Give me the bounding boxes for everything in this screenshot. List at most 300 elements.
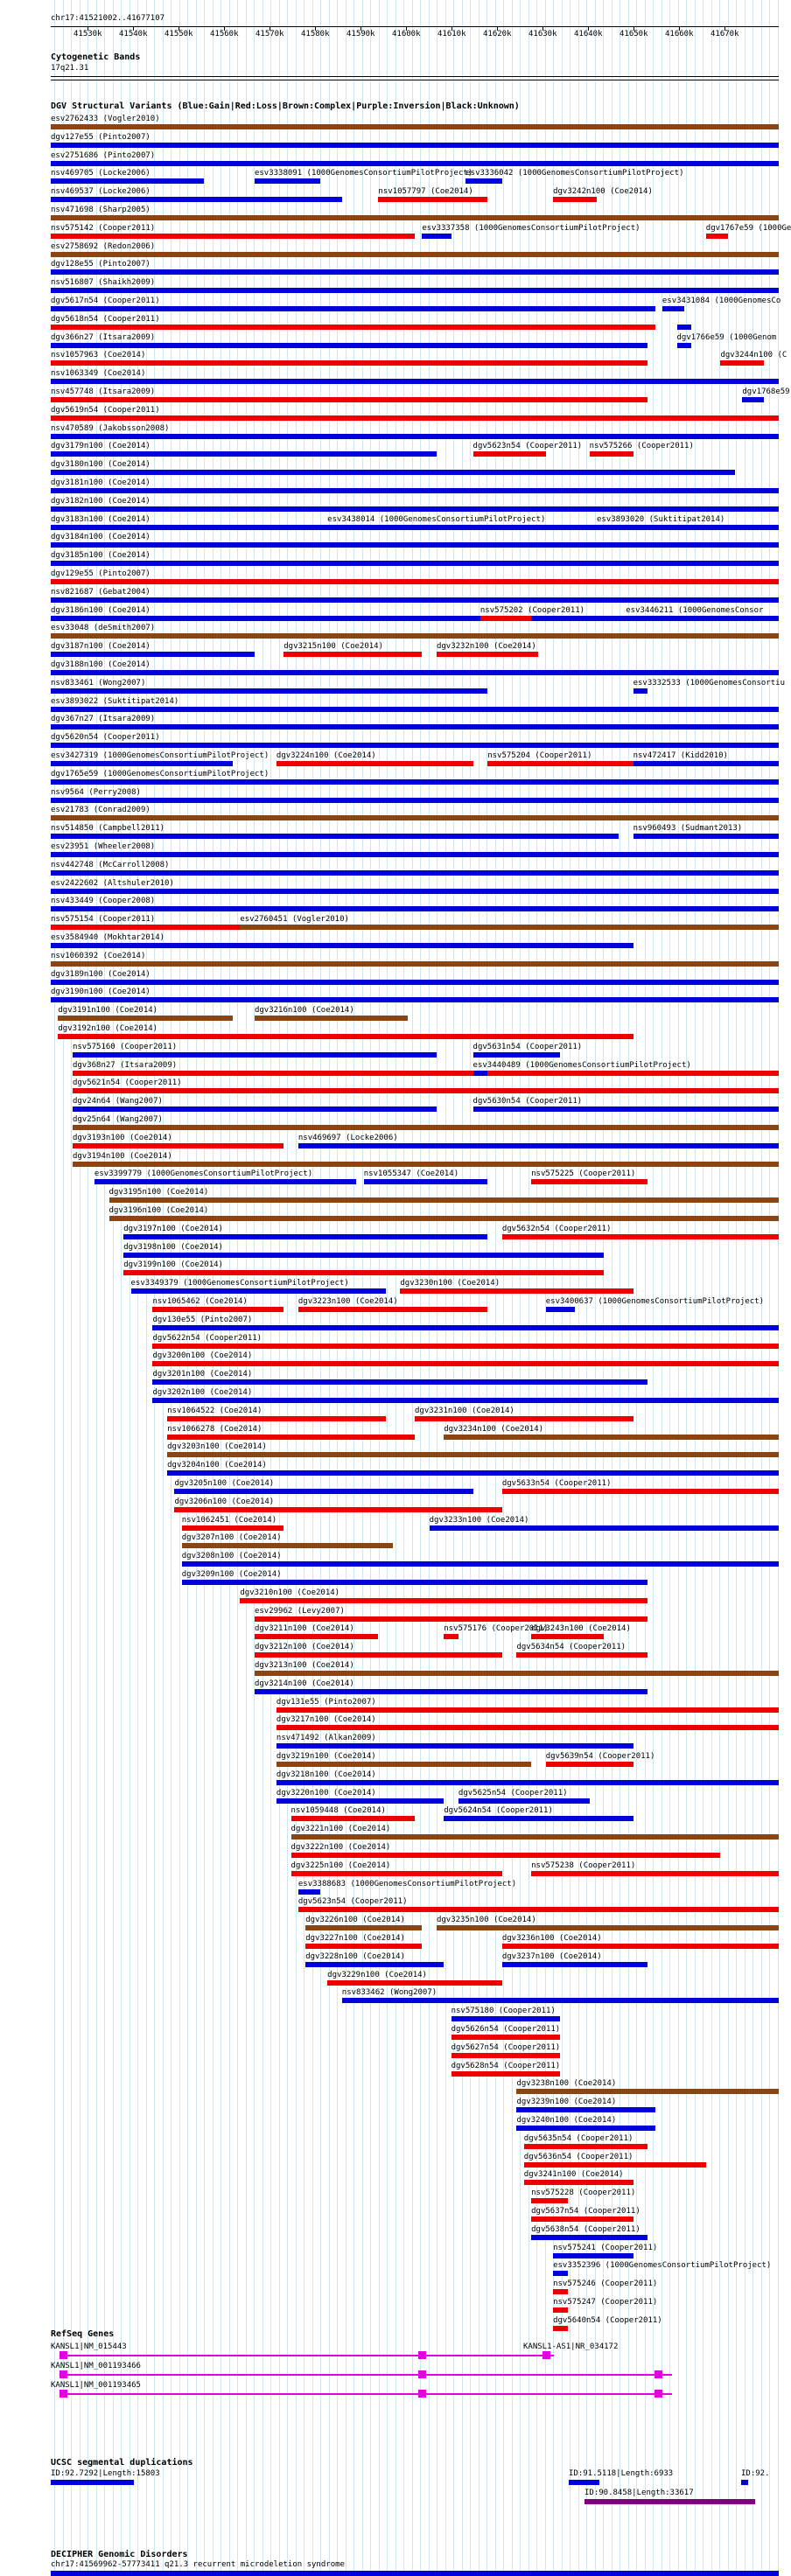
variant-bar-loss[interactable] bbox=[152, 1344, 779, 1349]
variant-bar-loss[interactable] bbox=[452, 2071, 561, 2077]
variant-bar-gain[interactable] bbox=[51, 379, 779, 384]
grid-line bbox=[752, 0, 753, 2576]
variant-bar-gain[interactable] bbox=[51, 616, 779, 621]
variant-bar-gain[interactable] bbox=[305, 1962, 444, 1967]
variant-bar-gain[interactable] bbox=[473, 1106, 779, 1112]
variant-bar-complex[interactable] bbox=[109, 1216, 779, 1221]
grid-line bbox=[636, 0, 637, 2576]
cyto-band-label: 17q21.31 bbox=[51, 64, 89, 73]
variant-label: nsv469705 (Locke2006) bbox=[51, 169, 150, 178]
variant-label: dgv3224n100 (Coe2014) bbox=[276, 751, 376, 760]
variant-label: nsv1059448 (Coe2014) bbox=[290, 1806, 386, 1816]
variant-bar-gain[interactable] bbox=[51, 178, 204, 184]
variant-bar-gain[interactable] bbox=[298, 1889, 320, 1895]
variant-bar-gain[interactable] bbox=[123, 1234, 487, 1239]
gene-exon[interactable] bbox=[60, 2370, 67, 2378]
variant-bar-gain[interactable] bbox=[742, 397, 764, 402]
variant-bar-complex[interactable] bbox=[73, 1162, 779, 1167]
variant-label: dgv3241n100 (Coe2014) bbox=[523, 2170, 624, 2180]
variant-label: esv3440489 (1000GenomesConsortiumPilotProject) bbox=[472, 1060, 691, 1070]
variant-bar-gain[interactable] bbox=[51, 525, 779, 530]
variant-bar-gain[interactable] bbox=[51, 997, 779, 1002]
variant-bar-loss[interactable] bbox=[73, 1088, 779, 1093]
grid-line bbox=[745, 0, 746, 2576]
variant-label: dgv5617n54 (Cooper2011) bbox=[51, 297, 160, 305]
variant-bar-gain[interactable] bbox=[531, 2235, 648, 2240]
variant-label: esv3399779 (1000GenomesConsortiumPilotProject) bbox=[94, 1169, 313, 1179]
gene-line[interactable] bbox=[60, 2393, 672, 2395]
variant-bar-gain[interactable] bbox=[51, 743, 779, 748]
variant-bar-gain[interactable] bbox=[182, 1580, 648, 1585]
variant-bar-gain[interactable] bbox=[152, 1325, 779, 1330]
variant-bar-complex[interactable] bbox=[437, 1925, 779, 1930]
variant-bar-loss[interactable] bbox=[487, 761, 633, 766]
variant-bar-gain[interactable] bbox=[553, 2253, 634, 2258]
variant-bar-gain[interactable] bbox=[131, 1288, 386, 1294]
grid-line bbox=[653, 0, 654, 2576]
variant-bar-complex[interactable] bbox=[240, 925, 779, 930]
variant-label: dgv24n64 (Wang2007) bbox=[72, 1097, 163, 1106]
variant-label: nsv575202 (Cooper2011) bbox=[480, 605, 585, 615]
variant-label: dgv366n27 (Itsara2009) bbox=[51, 332, 156, 342]
variant-bar-gain[interactable] bbox=[473, 1071, 488, 1076]
variant-label: nsv1057963 (Coe2014) bbox=[51, 351, 146, 360]
variant-label: dgv3210n100 (Coe2014) bbox=[240, 1588, 340, 1597]
grid-line bbox=[104, 0, 105, 2576]
variant-bar-gain[interactable] bbox=[51, 451, 437, 457]
variant-label: dgv3216n100 (Coe2014) bbox=[254, 1006, 354, 1016]
variant-label: dgv5633n54 (Cooper2011) bbox=[501, 1479, 612, 1488]
variant-bar-gain[interactable] bbox=[634, 834, 779, 839]
variant-bar-gain[interactable] bbox=[51, 724, 779, 730]
variant-bar-complex[interactable] bbox=[516, 2089, 779, 2094]
variant-bar-complex[interactable] bbox=[167, 1452, 779, 1457]
variant-label: dgv3229n100 (Coe2014) bbox=[327, 1970, 427, 1979]
variant-label: dgv3181n100 (Coe2014) bbox=[51, 478, 150, 487]
variant-bar-gain[interactable] bbox=[276, 1743, 634, 1749]
variant-bar-gain[interactable] bbox=[452, 2016, 561, 2021]
scale-tick-label: 41600k bbox=[392, 30, 421, 38]
decipher-bar[interactable] bbox=[51, 2571, 779, 2576]
variant-label: nsv575154 (Cooper2011) bbox=[51, 915, 156, 925]
variant-label: dgv3234n100 (Coe2014) bbox=[444, 1424, 544, 1434]
ucsc-item-3: ID:92. bbox=[741, 2469, 770, 2478]
gene-exon[interactable] bbox=[654, 2390, 662, 2398]
variant-bar-gain[interactable] bbox=[51, 597, 779, 603]
variant-bar-gain[interactable] bbox=[298, 1143, 779, 1148]
variant-bar-loss[interactable] bbox=[276, 761, 473, 766]
grid-line bbox=[778, 0, 779, 2576]
variant-bar-gain[interactable] bbox=[51, 542, 779, 548]
grid-line bbox=[71, 0, 72, 2576]
variant-bar-loss[interactable] bbox=[415, 1416, 634, 1421]
variant-bar-gain[interactable] bbox=[51, 906, 779, 911]
variant-label: dgv3242n100 (Coe2014) bbox=[553, 187, 653, 197]
variant-bar-gain[interactable] bbox=[174, 1489, 472, 1494]
gene-exon[interactable] bbox=[418, 2370, 426, 2378]
variant-bar-gain[interactable] bbox=[458, 1798, 590, 1804]
variant-label: dgv3199n100 (Coe2014) bbox=[123, 1260, 223, 1270]
grid-line bbox=[54, 0, 55, 2576]
grid-line bbox=[96, 0, 97, 2576]
variant-label: nsv575176 (Cooper2011) bbox=[444, 1624, 549, 1634]
variant-bar-complex[interactable] bbox=[305, 1925, 422, 1930]
variant-bar-gain[interactable] bbox=[422, 234, 451, 239]
variant-label: nsv442748 (McCarroll2008) bbox=[51, 860, 170, 869]
position-text: chr17:41521002..41677107 bbox=[51, 14, 165, 23]
variant-bar-gain[interactable] bbox=[553, 2271, 568, 2276]
variant-label: dgv3244n100 (C bbox=[720, 351, 788, 360]
variant-bar-gain[interactable] bbox=[516, 2107, 654, 2112]
variant-bar-gain[interactable] bbox=[94, 1179, 357, 1184]
variant-label: esv23951 (Wheeler2008) bbox=[51, 842, 156, 851]
variant-bar-complex[interactable] bbox=[276, 1762, 531, 1767]
cyto-band-line bbox=[51, 76, 779, 77]
variant-bar-complex[interactable] bbox=[51, 961, 779, 967]
variant-bar-loss[interactable] bbox=[531, 1871, 779, 1876]
variant-bar-gain[interactable] bbox=[51, 852, 779, 857]
variant-label: dgv3188n100 (Coe2014) bbox=[51, 660, 150, 669]
variant-label: nsv960493 (Sudmant2013) bbox=[633, 824, 743, 834]
variant-bar-complex[interactable] bbox=[51, 124, 779, 129]
variant-label: dgv130e55 (Pinto2007) bbox=[152, 1315, 253, 1324]
variant-label: nsv575246 (Cooper2011) bbox=[553, 2279, 658, 2289]
variant-bar-loss[interactable] bbox=[51, 234, 415, 239]
variant-bar-gain[interactable] bbox=[73, 1052, 437, 1058]
variant-bar-loss[interactable] bbox=[531, 2198, 568, 2203]
variant-bar-loss[interactable] bbox=[123, 1270, 604, 1275]
gene-line[interactable] bbox=[60, 2374, 672, 2376]
variant-label: esv3332533 (1000GenomesConsortiu bbox=[633, 678, 785, 688]
variant-bar-loss[interactable] bbox=[255, 1634, 378, 1639]
variant-label: nsv471698 (Sharp2005) bbox=[51, 206, 150, 214]
variant-bar-loss[interactable] bbox=[255, 1652, 502, 1658]
variant-bar-loss[interactable] bbox=[167, 1435, 415, 1440]
gene-label: KANSL1|NM_001193465 bbox=[51, 2381, 141, 2390]
variant-label: dgv5620n54 (Cooper2011) bbox=[51, 733, 160, 743]
variant-bar-gain[interactable] bbox=[51, 306, 655, 311]
variant-bar-gain[interactable] bbox=[51, 161, 779, 166]
scale-tick-label: 41590k bbox=[346, 30, 375, 38]
variant-bar-loss[interactable] bbox=[58, 1034, 633, 1039]
variant-bar-loss[interactable] bbox=[291, 1853, 721, 1858]
variant-label: dgv5636n54 (Cooper2011) bbox=[523, 2152, 634, 2161]
variant-bar-gain[interactable] bbox=[51, 779, 779, 785]
scale-tick-label: 41620k bbox=[483, 30, 512, 38]
gene-exon[interactable] bbox=[60, 2390, 67, 2398]
variant-bar-loss[interactable] bbox=[706, 234, 728, 239]
variant-label: nsv457748 (Itsara2009) bbox=[51, 387, 156, 396]
variant-bar-loss[interactable] bbox=[452, 2035, 561, 2040]
variant-bar-loss[interactable] bbox=[152, 1361, 779, 1366]
variant-bar-gain[interactable] bbox=[51, 288, 779, 293]
variant-bar-loss[interactable] bbox=[553, 2326, 568, 2331]
variant-bar-complex[interactable] bbox=[58, 1016, 233, 1021]
variant-label: nsv833462 (Wong2007) bbox=[341, 1988, 438, 1998]
variant-bar-gain[interactable] bbox=[276, 1798, 444, 1804]
variant-bar-gain[interactable] bbox=[51, 834, 619, 839]
scale-tick-label: 41530k bbox=[74, 30, 102, 38]
variant-bar-loss[interactable] bbox=[298, 1907, 779, 1912]
variant-bar-gain[interactable] bbox=[51, 688, 487, 694]
variant-bar-complex[interactable] bbox=[182, 1543, 393, 1548]
variant-bar-gain[interactable] bbox=[444, 1816, 633, 1821]
variant-label: nsv575241 (Cooper2011) bbox=[553, 2243, 658, 2252]
variant-bar-gain[interactable] bbox=[167, 1470, 779, 1476]
variant-label: dgv3186n100 (Coe2014) bbox=[51, 605, 150, 615]
variant-label: dgv3206n100 (Coe2014) bbox=[174, 1497, 275, 1506]
variant-label: dgv5631n54 (Cooper2011) bbox=[472, 1042, 583, 1051]
ucsc-bar-1[interactable] bbox=[51, 2480, 134, 2485]
variant-label: nsv1063349 (Coe2014) bbox=[51, 369, 146, 379]
variant-label: nsv514850 (Campbell2011) bbox=[51, 824, 165, 834]
variant-label: dgv5623n54 (Cooper2011) bbox=[472, 442, 583, 451]
variant-bar-gain[interactable] bbox=[51, 761, 233, 766]
variant-bar-loss[interactable] bbox=[327, 1980, 502, 1986]
variant-bar-gain[interactable] bbox=[51, 506, 779, 512]
variant-bar-complex[interactable] bbox=[51, 252, 779, 257]
variant-bar-complex[interactable] bbox=[51, 815, 779, 820]
variant-bar-gain[interactable] bbox=[182, 1561, 779, 1567]
variant-bar-gain[interactable] bbox=[473, 1052, 561, 1058]
variant-label: dgv1765e59 (1000GenomesConsortiumPilotProject) bbox=[51, 769, 270, 778]
variant-bar-loss[interactable] bbox=[444, 1634, 458, 1639]
variant-bar-loss[interactable] bbox=[73, 1071, 779, 1076]
variant-label: dgv3223n100 (Coe2014) bbox=[298, 1297, 398, 1306]
grid-line bbox=[719, 0, 720, 2576]
variant-bar-loss[interactable] bbox=[51, 579, 779, 584]
variant-label: dgv5618n54 (Cooper2011) bbox=[51, 314, 160, 324]
ucsc-item-2: ID:91.5118|Length:6933 bbox=[569, 2469, 674, 2478]
variant-label: dgv3219n100 (Coe2014) bbox=[276, 1752, 376, 1761]
variant-bar-gain[interactable] bbox=[634, 761, 779, 766]
variant-label: dgv3233n100 (Coe2014) bbox=[429, 1515, 529, 1525]
variant-bar-loss[interactable] bbox=[378, 197, 487, 202]
variant-label: dgv3189n100 (Coe2014) bbox=[51, 969, 150, 979]
variant-label: dgv3217n100 (Coe2014) bbox=[276, 1715, 376, 1725]
variant-bar-loss[interactable] bbox=[437, 652, 538, 657]
variant-label: dgv3218n100 (Coe2014) bbox=[276, 1770, 376, 1779]
variant-bar-loss[interactable] bbox=[174, 1507, 501, 1512]
variant-bar-gain[interactable] bbox=[73, 1106, 437, 1112]
variant-bar-loss[interactable] bbox=[182, 1525, 284, 1531]
variant-bar-loss[interactable] bbox=[276, 1725, 779, 1730]
variant-bar-loss[interactable] bbox=[516, 1652, 648, 1658]
variant-bar-loss[interactable] bbox=[546, 1762, 634, 1767]
variant-bar-loss[interactable] bbox=[590, 451, 634, 457]
variant-bar-loss[interactable] bbox=[400, 1288, 633, 1294]
gene-exon[interactable] bbox=[60, 2351, 67, 2359]
variant-label: nsv469697 (Locke2006) bbox=[298, 1133, 398, 1142]
variant-bar-gain[interactable] bbox=[677, 343, 692, 348]
variant-label: dgv5637n54 (Cooper2011) bbox=[531, 2207, 640, 2216]
scale-tick-label: 41570k bbox=[256, 30, 284, 38]
variant-bar-gain[interactable] bbox=[123, 1253, 604, 1258]
variant-bar-loss[interactable] bbox=[502, 1489, 779, 1494]
grid-line bbox=[63, 0, 64, 2576]
variant-bar-gain[interactable] bbox=[677, 325, 692, 330]
variant-bar-gain[interactable] bbox=[51, 488, 779, 493]
variant-bar-loss[interactable] bbox=[473, 451, 546, 457]
variant-bar-gain[interactable] bbox=[342, 1998, 779, 2003]
scale-tick-label: 41560k bbox=[210, 30, 239, 38]
variant-bar-loss[interactable] bbox=[255, 1616, 648, 1622]
variant-label: esv3431084 (1000GenomesCo bbox=[662, 297, 781, 305]
variant-bar-loss[interactable] bbox=[305, 1944, 422, 1949]
variant-label: nsv1057797 (Coe2014) bbox=[378, 187, 473, 197]
decipher-item: chr17:41569962-57773411 q21.3 recurrent microdeletion syndrome bbox=[51, 2560, 345, 2569]
variant-bar-loss[interactable] bbox=[553, 197, 597, 202]
variant-bar-complex[interactable] bbox=[255, 1671, 779, 1676]
variant-bar-gain[interactable] bbox=[430, 1525, 779, 1531]
variant-bar-gain[interactable] bbox=[276, 1780, 779, 1785]
variant-label: dgv1766e59 (1000Genom bbox=[676, 332, 777, 342]
variant-bar-gain[interactable] bbox=[51, 343, 648, 348]
gene-exon[interactable] bbox=[418, 2390, 426, 2398]
variant-bar-gain[interactable] bbox=[51, 943, 634, 948]
variant-bar-loss[interactable] bbox=[298, 1307, 487, 1312]
variant-bar-gain[interactable] bbox=[546, 1307, 575, 1312]
variant-bar-gain[interactable] bbox=[51, 707, 779, 712]
variant-label: nsv575247 (Cooper2011) bbox=[553, 2298, 658, 2307]
gene-exon[interactable] bbox=[542, 2351, 550, 2359]
variant-bar-complex[interactable] bbox=[51, 215, 779, 220]
variant-bar-loss[interactable] bbox=[152, 1307, 284, 1312]
variant-bar-loss[interactable] bbox=[452, 2053, 561, 2058]
variant-label: dgv3213n100 (Coe2014) bbox=[254, 1661, 354, 1670]
variant-label: nsv472417 (Kidd2010) bbox=[633, 751, 728, 760]
variant-bar-loss[interactable] bbox=[531, 2216, 633, 2222]
variant-bar-loss[interactable] bbox=[553, 2307, 568, 2313]
variant-bar-loss[interactable] bbox=[51, 925, 240, 930]
variant-label: dgv3236n100 (Coe2014) bbox=[501, 1934, 602, 1943]
scale-tick-label: 41610k bbox=[438, 30, 466, 38]
variant-label: dgv3203n100 (Coe2014) bbox=[167, 1442, 267, 1452]
variant-bar-loss[interactable] bbox=[276, 1707, 779, 1713]
variant-bar-gain[interactable] bbox=[51, 870, 779, 876]
variant-bar-loss[interactable] bbox=[51, 360, 648, 366]
variant-label: nsv9564 (Perry2008) bbox=[51, 787, 141, 797]
variant-bar-gain[interactable] bbox=[51, 470, 735, 475]
variant-bar-gain[interactable] bbox=[626, 616, 648, 621]
gene-line[interactable] bbox=[60, 2355, 554, 2356]
variant-bar-loss[interactable] bbox=[531, 1179, 648, 1184]
variant-bar-gain[interactable] bbox=[51, 670, 779, 675]
variant-label: dgv5624n54 (Cooper2011) bbox=[444, 1806, 553, 1816]
variant-bar-loss[interactable] bbox=[73, 1143, 284, 1148]
variant-bar-gain[interactable] bbox=[634, 688, 648, 694]
variant-bar-loss[interactable] bbox=[240, 1598, 648, 1603]
variant-bar-gain[interactable] bbox=[516, 2126, 654, 2131]
variant-bar-gain[interactable] bbox=[51, 434, 779, 439]
variant-label: dgv3239n100 (Coe2014) bbox=[516, 2098, 617, 2107]
variant-bar-gain[interactable] bbox=[51, 561, 779, 566]
scale-tick-label: 41650k bbox=[620, 30, 648, 38]
variant-bar-gain[interactable] bbox=[502, 1962, 648, 1967]
variant-bar-complex[interactable] bbox=[51, 633, 779, 639]
variant-label: dgv3193n100 (Coe2014) bbox=[72, 1133, 172, 1142]
variant-bar-complex[interactable] bbox=[444, 1435, 779, 1440]
variant-bar-loss[interactable] bbox=[502, 1944, 779, 1949]
variant-label: dgv367n27 (Itsara2009) bbox=[51, 715, 156, 724]
variant-bar-loss[interactable] bbox=[291, 1816, 415, 1821]
ucsc-bar-4[interactable] bbox=[584, 2499, 755, 2504]
variant-bar-complex[interactable] bbox=[73, 1125, 779, 1130]
gene-exon[interactable] bbox=[654, 2370, 662, 2378]
variant-bar-complex[interactable] bbox=[255, 1016, 408, 1021]
variant-bar-loss[interactable] bbox=[553, 2289, 568, 2294]
variant-label: esv3438014 (1000GenomesConsortiumPilotProject) bbox=[327, 514, 546, 524]
variant-bar-gain[interactable] bbox=[255, 178, 320, 184]
variant-bar-gain[interactable] bbox=[51, 980, 779, 985]
variant-label: esv2751686 (Pinto2007) bbox=[51, 150, 156, 160]
variant-label: dgv3179n100 (Coe2014) bbox=[51, 442, 150, 451]
variant-bar-gain[interactable] bbox=[51, 197, 342, 202]
variant-label: nsv575180 (Cooper2011) bbox=[451, 2007, 556, 2016]
variant-label: dgv3192n100 (Coe2014) bbox=[58, 1024, 158, 1033]
variant-bar-loss[interactable] bbox=[480, 616, 531, 621]
variant-label: dgv3230n100 (Coe2014) bbox=[400, 1279, 500, 1288]
variant-label: nsv470589 (Jakobsson2008) bbox=[51, 423, 170, 433]
variant-bar-gain[interactable] bbox=[51, 889, 779, 894]
variant-bar-gain[interactable] bbox=[152, 1379, 648, 1385]
variant-bar-loss[interactable] bbox=[720, 360, 764, 366]
variant-bar-gain[interactable] bbox=[51, 798, 779, 803]
variant-bar-gain[interactable] bbox=[597, 525, 619, 530]
variant-bar-loss[interactable] bbox=[291, 1871, 502, 1876]
variant-bar-gain[interactable] bbox=[51, 652, 255, 657]
variant-label: dgv5622n54 (Cooper2011) bbox=[152, 1333, 262, 1343]
ucsc-bar-3[interactable] bbox=[741, 2480, 748, 2485]
variant-bar-loss[interactable] bbox=[524, 2144, 648, 2149]
variant-label: dgv5640n54 (Cooper2011) bbox=[553, 2315, 662, 2325]
variant-bar-loss[interactable] bbox=[524, 2180, 634, 2185]
variant-label: dgv1767e59 (1000Ge bbox=[705, 223, 791, 233]
variant-label: dgv25n64 (Wang2007) bbox=[72, 1115, 163, 1124]
variant-bar-gain[interactable] bbox=[327, 525, 415, 530]
variant-bar-loss[interactable] bbox=[51, 325, 655, 330]
variant-bar-loss[interactable] bbox=[51, 397, 648, 402]
variant-bar-loss[interactable] bbox=[502, 1234, 779, 1239]
variant-bar-loss[interactable] bbox=[284, 652, 422, 657]
gene-exon[interactable] bbox=[418, 2351, 426, 2359]
variant-bar-complex[interactable] bbox=[291, 1834, 779, 1840]
variant-label: nsv516807 (Shaikh2009) bbox=[51, 278, 156, 288]
ucsc-bar-2[interactable] bbox=[569, 2480, 599, 2485]
variant-bar-gain[interactable] bbox=[662, 306, 684, 311]
variant-bar-gain[interactable] bbox=[466, 178, 502, 184]
variant-bar-gain[interactable] bbox=[364, 1179, 487, 1184]
variant-label: dgv1768e59 bbox=[742, 387, 790, 396]
variant-label: esv3336042 (1000GenomesConsortiumPilotProject) bbox=[466, 169, 684, 178]
variant-label: dgv3240n100 (Coe2014) bbox=[516, 2116, 617, 2125]
variant-bar-loss[interactable] bbox=[531, 1634, 604, 1639]
grid-line bbox=[678, 0, 679, 2576]
variant-bar-loss[interactable] bbox=[167, 1416, 386, 1421]
variant-bar-gain[interactable] bbox=[152, 1398, 779, 1403]
variant-label: nsv833461 (Wong2007) bbox=[51, 678, 146, 688]
variant-label: dgv5635n54 (Cooper2011) bbox=[523, 2133, 634, 2143]
variant-label: esv3893022 (Suktitipat2014) bbox=[51, 696, 179, 706]
variant-label: dgv5625n54 (Cooper2011) bbox=[458, 1788, 568, 1798]
variant-bar-loss[interactable] bbox=[51, 415, 779, 421]
variant-bar-loss[interactable] bbox=[524, 2162, 706, 2168]
variant-bar-complex[interactable] bbox=[109, 1197, 779, 1203]
variant-bar-gain[interactable] bbox=[51, 269, 779, 275]
variant-bar-gain[interactable] bbox=[51, 143, 779, 148]
variant-bar-gain[interactable] bbox=[255, 1689, 648, 1694]
grid-line bbox=[761, 0, 762, 2576]
